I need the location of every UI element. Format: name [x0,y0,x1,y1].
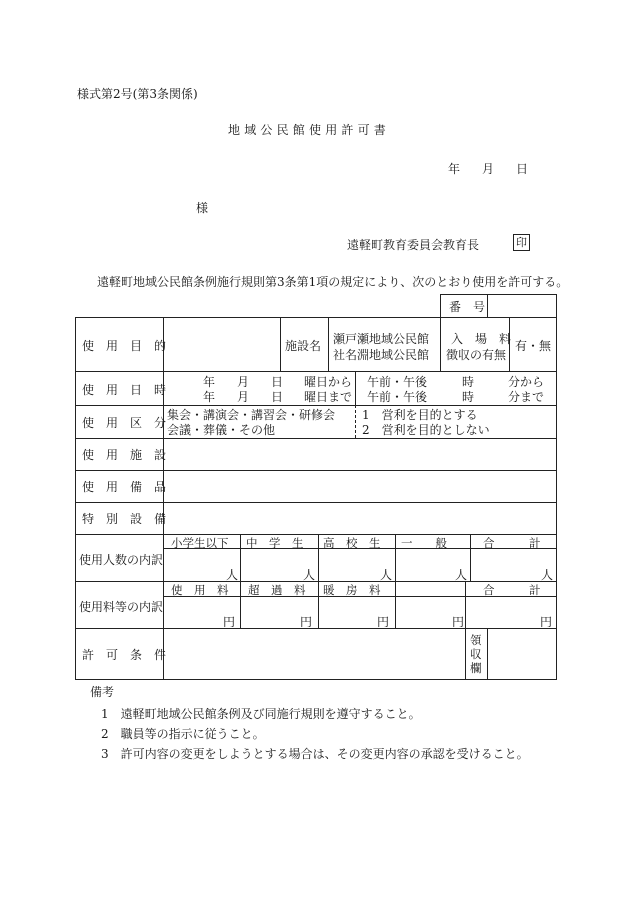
receipt-label-char: 領 [470,633,482,647]
fee-unit: 円 [300,615,313,629]
people-col-total: 合 計 [483,536,541,550]
datetime-label: 使 用 日 時 [82,383,167,397]
people-unit: 人 [303,568,316,582]
receipt-label-char: 収 [470,647,482,661]
document-title: 地域公民館使用許可書 [228,123,391,137]
dt-start-hour: 時 [462,375,475,389]
facility-option-shanafuchi: 社名淵地域公民館 [333,348,430,362]
special-equipment-label: 特 別 設 備 [82,512,167,526]
intro-text: 遠軽町地域公民館条例施行規則第3条第1項の規定により、次のとおり使用を許可する。 [97,275,569,289]
notes-title: 備考 [90,685,115,699]
equipment-label: 使 用 備 品 [82,480,167,494]
dt-end-year: 年 [203,390,216,404]
facilities-label: 使 用 施 設 [82,448,167,462]
fee-unit: 円 [223,615,236,629]
category-option-1: 集会・講演会・講習会・研修会 [167,408,336,422]
number-label: 番 号 [449,300,486,314]
fee-col-total: 合 計 [483,583,541,597]
people-col-elementary: 小学生以下 [171,536,229,550]
conditions-label: 許 可 条 件 [82,648,167,662]
dt-end-month: 月 [237,390,250,404]
dt-start-year: 年 [203,375,216,389]
people-unit: 人 [455,568,468,582]
facility-name-label: 施設名 [285,339,322,353]
dt-start-weekday: 曜日から [304,375,353,389]
date-day: 日 [516,162,529,176]
fees-breakdown-label: 使用料等の内訳 [79,600,164,614]
dt-end-ampm: 午前・午後 [367,390,428,404]
admission-fee-label: 入 場 料 [451,332,512,346]
dt-start-minute: 分から [508,375,545,389]
fee-col-overtime: 超 過 料 [248,583,306,597]
dt-end-weekday: 曜日まで [304,390,353,404]
issuer: 遠軽町教育委員会教育長 [347,238,480,252]
fee-unit: 円 [452,615,465,629]
fee-unit: 円 [540,615,553,629]
people-col-junior-high: 中 学 生 [246,536,304,550]
people-col-general: 一 般 [401,536,447,550]
fee-col-heating: 暖 房 料 [323,583,381,597]
addressee-suffix: 様 [196,201,209,215]
people-unit: 人 [541,568,554,582]
receipt-label-char: 欄 [470,661,482,675]
dt-end-hour: 時 [462,390,475,404]
fee-choice: 有・無 [515,339,552,353]
profit-option-2: 2 営利を目的としない [362,423,490,437]
profit-option-1: 1 営利を目的とする [362,408,478,422]
people-breakdown-label: 使用人数の内訳 [79,553,164,567]
category-option-2: 会議・葬儀・その他 [167,423,276,437]
note-item: 3 許可内容の変更をしようとする場合は、その変更内容の承認を受けること。 [101,747,529,761]
note-item: 1 遠軽町地域公民館条例及び同施行規則を遵守すること。 [101,707,421,721]
people-col-high-school: 高 校 生 [323,536,381,550]
dt-start-ampm: 午前・午後 [367,375,428,389]
fee-unit: 円 [377,615,390,629]
dt-end-day: 日 [271,390,284,404]
facility-option-setose: 瀬戸瀬地域公民館 [333,332,430,346]
dt-end-minute: 分まで [508,390,545,404]
purpose-label: 使 用 目 的 [82,339,167,353]
date-month: 月 [482,162,495,176]
category-label: 使 用 区 分 [82,416,167,430]
people-unit: 人 [380,568,393,582]
fee-col-usage: 使 用 料 [171,583,229,597]
form-number: 様式第2号(第3条関係) [77,87,198,101]
date-year: 年 [448,162,461,176]
dt-start-month: 月 [237,375,250,389]
people-unit: 人 [226,568,239,582]
seal-mark: 印 [513,234,530,251]
dt-start-day: 日 [271,375,284,389]
note-item: 2 職員等の指示に従うこと。 [101,727,265,741]
fee-collection-label: 徴収の有無 [446,348,507,362]
